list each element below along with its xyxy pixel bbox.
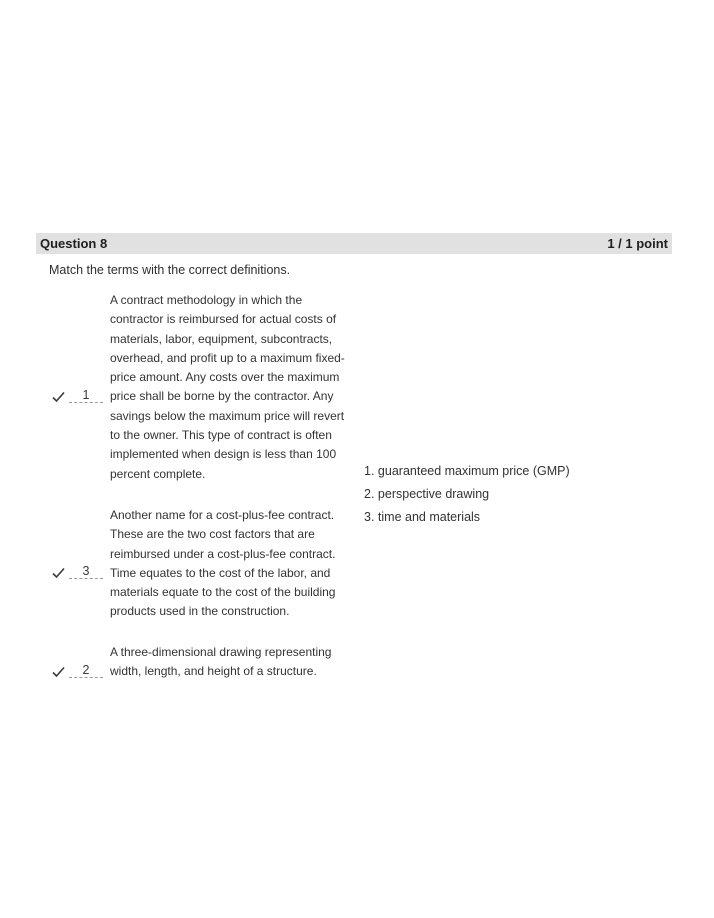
choice-item-2: 2. perspective drawing — [364, 487, 490, 501]
checkmark-icon — [52, 666, 65, 678]
match-row-2-answer — [52, 564, 103, 579]
checkmark-icon — [52, 391, 65, 403]
answer-select-2[interactable]: 3 — [69, 564, 103, 579]
question-title: Question 8 — [40, 236, 108, 251]
match-row-1-answer — [52, 388, 103, 403]
answer-select-3[interactable]: 2 — [69, 663, 103, 678]
choices-list — [364, 462, 570, 531]
definition-2: Another name for a cost-plus-fee contract. These are the two cost factors that are reimbursed under a cost-plus-fee contract. Time equates to the cost of the labor, and materials equate to the cost of the building products used in the construction. — [110, 508, 336, 619]
question-header — [36, 233, 672, 254]
choice-item-1: 1. guaranteed maximum price (GMP) — [364, 464, 570, 478]
question-score: 1 / 1 point — [607, 236, 668, 251]
choice-item-3: 3. time and materials — [364, 510, 481, 524]
match-row-3-answer — [52, 663, 103, 678]
question-prompt: Match the terms with the correct definitions. — [49, 263, 291, 277]
answer-select-1[interactable]: 1 — [69, 388, 103, 403]
definition-1: A contract methodology in which the contractor is reimbursed for actual costs of materials, labor, equipment, subcontracts, overhead, and profit up to a maximum fixed-price amount. Any costs over the maximum price shall be borne by the contractor. Any savings below the maximum price will revert to the owner. This type of contract is often implemented when design is less than 100 percent complete. — [110, 293, 345, 481]
definition-3: A three-dimensional drawing representing width, length, and height of a structure. — [110, 645, 332, 679]
checkmark-icon — [52, 567, 65, 579]
